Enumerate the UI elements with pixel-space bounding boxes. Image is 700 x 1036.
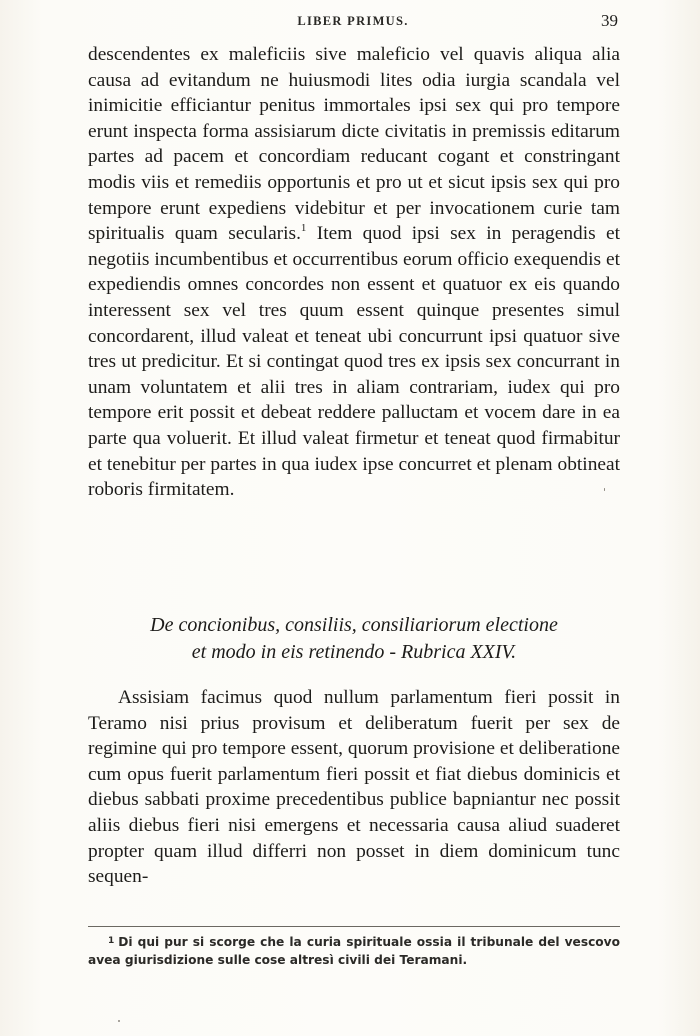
paragraph-2-text: Assisiam facimus quod nullum parlamentum fieri possit in Teramo nisi prius provisum et deliberatum fuerit per sex de regimine qui pro tempore essent, quorum provisione et deliberatione cum opus fuerit parlamentum fieri possit et fiat diebus dominicis et diebus sabbati proxime precedentibus publice bapniantur nec possit aliis diebus fieri nisi emergens et necessaria causa aliud suaderet propter quam illud differri non posset in diem dominicum tunc sequen-: [88, 687, 620, 888]
paragraph-1-text-after-note: Item quod ipsi sex in peragendis et negotiis incumbentibus et occurrentibus eorum officio exequendis et expediendis omnes concordes non essent et quatuor ex eis quando interessent sex vel tres quum essent quinque presentes simul concordarent, illud valeat et teneat ubi concurrunt ipsi quatuor sive tres ut predicitur. Et si contingat quod tres ex ipsis sex concurrant in unam voluntatem et alii tres in aliam contrariam, iudex qui pro tempore erit possit et debeat reddere palluctam et vocem dare in ea parte qua voluerit. Et illud valeat firmetur et teneat quod firmabitur et tenebitur per partes in qua iudex ipse concurret et plenam obtineat roboris firmitatem.: [88, 223, 620, 501]
rubric-line-2: et modo in eis retinendo - Rubrica XXIV.: [191, 641, 517, 663]
running-head: [88, 11, 618, 34]
paragraph-2: [88, 685, 620, 890]
footnote: [88, 932, 620, 969]
paper-speck: [118, 1020, 120, 1022]
footnote-reference-mark: 1: [300, 222, 307, 235]
running-title: LIBER PRIMUS.: [297, 14, 409, 28]
paragraph-1-text-before-note: descendentes ex maleficiis sive maleficio vel quavis aliqua alia causa ad evitandum ne huiusmodi lites odia iurgia scandala vel inimicitie efficiantur penitus immortales ipsi sex qui pro tempore erunt inspecta forma assisiarum dicte civitatis in premissis editarum partes ad pacem et concordiam reducant cogant et constringant modis viis et remediis opportunis et pro ut et sicut ipsis sex qui pro tempore erunt expediens videbitur et per invocationem curie tam spiritualis quam secularis.: [88, 44, 620, 245]
rubric-heading: [88, 612, 620, 666]
paragraph-1: [88, 42, 620, 503]
paragraph-1-text: [88, 42, 620, 503]
rubric-line-1: De concionibus, consiliis, consiliariorum electione: [150, 614, 558, 636]
paper-speck: [604, 488, 605, 491]
footnote-mark: 1: [108, 936, 115, 946]
footnote-divider: [88, 926, 620, 927]
footnote-text: Di qui pur si scorge che la curia spirituale ossia il tribunale del vescovo avea giurisdizione sulle cose altresì civili dei Teramani.: [88, 935, 620, 967]
page-number: 39: [601, 11, 618, 30]
